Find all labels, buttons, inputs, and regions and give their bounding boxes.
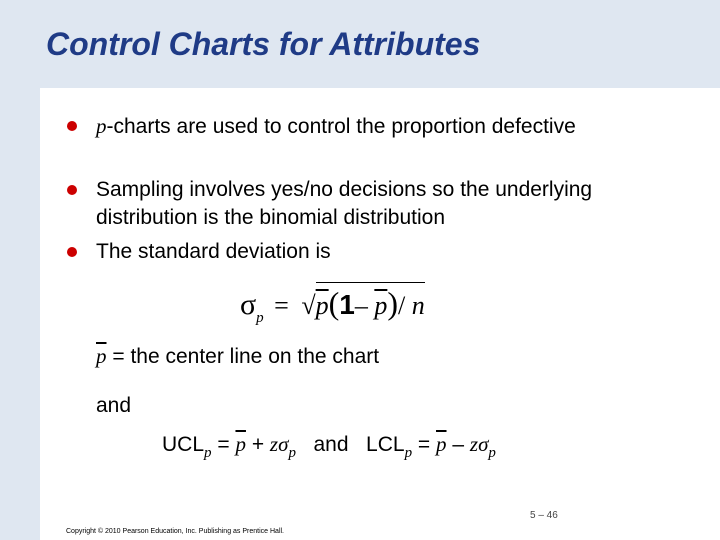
ucl-plus: + [251, 433, 265, 456]
formula-sigma: σ [240, 288, 257, 321]
formula-sqrt: √p(1– $\overline{p})/$ n [299, 282, 424, 322]
center-line-desc: = the center line on the chart [112, 345, 380, 368]
ucl-z-sigma: zσ [269, 432, 289, 456]
ucl-z-sigma-subscript: p [288, 445, 296, 461]
lcl-z-sigma-subscript: p [488, 445, 496, 461]
bullet-text: The standard deviation is [96, 240, 331, 263]
std-dev-formula [240, 282, 425, 326]
formula-pbar-2: $\overline{p}$ [374, 291, 388, 320]
formula-pbar: p [315, 291, 329, 320]
copyright-notice: Copyright © 2010 Pearson Education, Inc. Publishing as Prentice Hall. [66, 528, 285, 535]
ucl-pbar: $\overline{p}$ [235, 432, 246, 456]
slide-title: Control Charts for Attributes [46, 26, 481, 62]
bullet-item-p-charts [96, 112, 696, 141]
formula-equals: = [274, 291, 289, 320]
bullet-dot-icon [67, 185, 77, 195]
bullet-item-std-dev [96, 238, 696, 266]
lcl-subscript: p [404, 445, 413, 461]
control-limits [162, 432, 496, 462]
formula-one: 1 [339, 289, 355, 320]
lcl-pbar: $\overline{p}$ [436, 432, 447, 456]
lcl-z-sigma: zσ [469, 432, 489, 456]
ucl-label: UCL [162, 433, 205, 456]
p-symbol: p [96, 114, 107, 138]
page-number: 5 – 46 [530, 510, 558, 521]
bullet-dot-icon [67, 121, 77, 131]
lcl-equals: = [417, 433, 431, 456]
bullet-text: Sampling involves yes/no decisions so the underlying distribution is the binomial distribution [96, 178, 593, 229]
formula-n: n [411, 291, 425, 320]
ucl-equals: = [217, 433, 230, 456]
bullet-text: -charts are used to control the proportion defective [106, 115, 576, 138]
formula-radicand: p(1– $\overline{p})/$ n [316, 282, 425, 322]
ucl-subscript: p [204, 445, 212, 461]
limits-and: and [313, 433, 349, 456]
formula-minus: – [354, 291, 368, 320]
pbar-symbol: $\overline{p}$ [96, 344, 107, 368]
left-band [0, 88, 40, 540]
bullet-dot-icon [67, 247, 77, 257]
lcl-label: LCL [366, 433, 405, 456]
formula-sigma-subscript: p [256, 310, 264, 326]
bullet-item-sampling [96, 176, 696, 232]
and-word: and [96, 394, 132, 417]
lcl-minus: – [452, 433, 465, 456]
formula-divide: / [398, 291, 406, 320]
center-line-text [96, 344, 379, 369]
